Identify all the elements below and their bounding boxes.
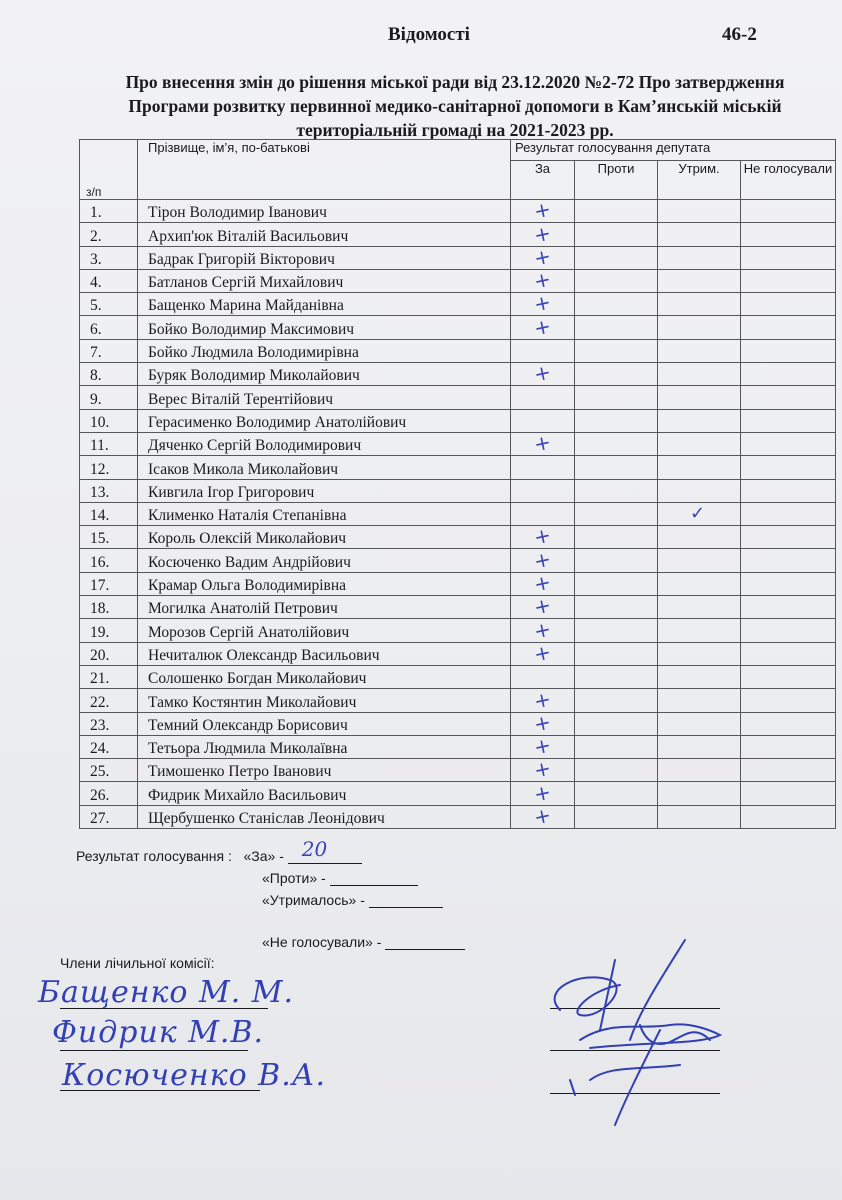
row-number: 25. xyxy=(80,759,138,782)
row-vote-abstain xyxy=(658,596,741,619)
row-vote-abstain xyxy=(658,223,741,246)
row-vote-for xyxy=(511,220,575,248)
row-name: Тимошенко Петро Іванович xyxy=(138,759,511,782)
vote-mark: + xyxy=(531,359,554,387)
row-number: 19. xyxy=(80,619,138,642)
abstain-mark: ✓ xyxy=(690,502,706,524)
row-name: Буряк Володимир Миколайович xyxy=(138,363,511,386)
table-row xyxy=(80,502,836,525)
row-vote-abstain xyxy=(658,479,741,502)
row-vote-against xyxy=(575,735,658,758)
row-vote-abstain xyxy=(658,456,741,479)
row-not-voted xyxy=(741,665,836,688)
row-name: Косюченко Вадим Андрійович xyxy=(138,549,511,572)
row-vote-abstain xyxy=(658,642,741,665)
table-row xyxy=(80,432,836,455)
row-vote-for xyxy=(511,409,575,432)
row-vote-abstain xyxy=(658,526,741,549)
row-vote-abstain xyxy=(658,689,741,712)
row-vote-against xyxy=(575,432,658,455)
row-vote-against xyxy=(575,293,658,316)
vote-mark: + xyxy=(531,592,554,620)
summary-not-voted-line xyxy=(385,935,465,950)
row-vote-against xyxy=(575,619,658,642)
row-number: 8. xyxy=(80,363,138,386)
row-vote-for xyxy=(511,755,575,783)
voting-table xyxy=(79,139,836,829)
row-number: 18. xyxy=(80,596,138,619)
row-number: 13. xyxy=(80,479,138,502)
vote-mark: + xyxy=(531,802,554,830)
row-number: 27. xyxy=(80,805,138,828)
summary-against xyxy=(262,870,418,886)
row-vote-against xyxy=(575,759,658,782)
row-vote-for xyxy=(511,522,575,550)
row-vote-for xyxy=(511,686,575,714)
commission-member-3: Косюченко В.А. xyxy=(62,1058,327,1093)
row-name: Клименко Наталія Степанівна xyxy=(138,502,511,525)
row-vote-abstain xyxy=(658,363,741,386)
row-name: Архип'юк Віталій Васильович xyxy=(138,223,511,246)
row-vote-abstain xyxy=(658,432,741,455)
header-abstain: Утрим. xyxy=(658,161,741,200)
row-vote-for xyxy=(511,359,575,387)
table-row xyxy=(80,386,836,409)
row-vote-against xyxy=(575,269,658,292)
summary-abstain-label: «Утрималось» - xyxy=(262,892,365,908)
row-number: 2. xyxy=(80,223,138,246)
row-vote-for xyxy=(511,313,575,341)
table-row xyxy=(80,456,836,479)
row-number: 7. xyxy=(80,339,138,362)
row-name: Бойко Людмила Володимирівна xyxy=(138,339,511,362)
table-row xyxy=(80,339,836,362)
row-not-voted xyxy=(741,572,836,595)
row-vote-against xyxy=(575,479,658,502)
row-name: Темний Олександр Борисович xyxy=(138,712,511,735)
row-not-voted xyxy=(741,363,836,386)
row-name: Щербушенко Станіслав Леонідович xyxy=(138,805,511,828)
summary-for-line xyxy=(288,837,362,864)
vote-mark: + xyxy=(531,616,554,644)
row-vote-for xyxy=(511,546,575,574)
row-vote-abstain xyxy=(658,572,741,595)
document-title: Відомості xyxy=(388,24,470,45)
row-vote-abstain xyxy=(658,293,741,316)
row-vote-abstain xyxy=(658,386,741,409)
row-vote-against xyxy=(575,316,658,339)
row-vote-for xyxy=(511,386,575,409)
vote-mark: + xyxy=(531,220,554,248)
row-not-voted xyxy=(741,596,836,619)
row-vote-for xyxy=(511,266,575,294)
table-row xyxy=(80,293,836,316)
row-vote-abstain xyxy=(658,339,741,362)
row-vote-against xyxy=(575,339,658,362)
row-number: 23. xyxy=(80,712,138,735)
row-not-voted xyxy=(741,479,836,502)
table-row xyxy=(80,223,836,246)
row-not-voted xyxy=(741,200,836,223)
header-number: з/п xyxy=(80,140,138,200)
row-number: 11. xyxy=(80,432,138,455)
row-vote-abstain xyxy=(658,502,741,525)
row-name: Могилка Анатолій Петрович xyxy=(138,596,511,619)
row-name: Бащенко Марина Майданівна xyxy=(138,293,511,316)
row-vote-for xyxy=(511,502,575,525)
summary-abstain-line xyxy=(369,893,443,908)
row-vote-abstain xyxy=(658,269,741,292)
row-vote-for xyxy=(511,479,575,502)
document-subject: Про внесення змін до рішення міської ради від 23.12.2020 №2-72 Про затвердження Програми розвитку первинної медико-санітарної допомоги в Кам’янській міській територіальній громаді на 2021-2023 рр. xyxy=(125,72,785,140)
row-vote-against xyxy=(575,805,658,828)
row-number: 21. xyxy=(80,665,138,688)
row-not-voted xyxy=(741,223,836,246)
row-vote-for xyxy=(511,779,575,807)
row-name: Бойко Володимир Максимович xyxy=(138,316,511,339)
vote-mark: + xyxy=(531,779,554,807)
row-number: 20. xyxy=(80,642,138,665)
row-number: 12. xyxy=(80,456,138,479)
row-not-voted xyxy=(741,712,836,735)
row-number: 26. xyxy=(80,782,138,805)
row-not-voted xyxy=(741,456,836,479)
header-name: Прізвище, ім’я, по-батькові xyxy=(138,140,511,200)
commission-member-1: Бащенко М. М. xyxy=(38,975,295,1010)
row-not-voted xyxy=(741,549,836,572)
row-vote-abstain xyxy=(658,805,741,828)
row-vote-for xyxy=(511,196,575,224)
row-not-voted xyxy=(741,269,836,292)
row-vote-against xyxy=(575,363,658,386)
row-vote-abstain xyxy=(658,549,741,572)
table-row xyxy=(80,782,836,805)
row-vote-abstain xyxy=(658,619,741,642)
document-number: 46-2 xyxy=(722,24,757,45)
table-row xyxy=(80,619,836,642)
vote-mark: + xyxy=(531,755,554,783)
row-number: 5. xyxy=(80,293,138,316)
row-vote-abstain xyxy=(658,712,741,735)
summary-for-label: «За» - xyxy=(243,848,284,864)
row-not-voted xyxy=(741,293,836,316)
vote-mark: + xyxy=(531,429,554,457)
commission-member-2: Фидрик М.В. xyxy=(52,1015,265,1050)
row-vote-against xyxy=(575,246,658,269)
table-row xyxy=(80,246,836,269)
row-not-voted xyxy=(741,386,836,409)
header-for: За xyxy=(511,161,575,200)
row-name: Нечиталюк Олександр Васильович xyxy=(138,642,511,665)
row-name: Герасименко Володимир Анатолійович xyxy=(138,409,511,432)
table-row xyxy=(80,735,836,758)
summary-abstain xyxy=(262,892,443,908)
signature-stroke xyxy=(590,1065,680,1080)
row-not-voted xyxy=(741,246,836,269)
row-vote-for xyxy=(511,243,575,271)
table-row xyxy=(80,363,836,386)
row-vote-against xyxy=(575,409,658,432)
vote-mark: + xyxy=(531,732,554,760)
row-vote-against xyxy=(575,642,658,665)
row-vote-abstain xyxy=(658,735,741,758)
row-vote-for xyxy=(511,569,575,597)
summary-for-value: 20 xyxy=(301,837,328,861)
row-name: Король Олексій Миколайович xyxy=(138,526,511,549)
row-vote-abstain xyxy=(658,409,741,432)
row-vote-for xyxy=(511,639,575,667)
summary-against-label: «Проти» - xyxy=(262,870,326,886)
vote-mark: + xyxy=(531,639,554,667)
row-vote-against xyxy=(575,689,658,712)
row-name: Морозов Сергій Анатолійович xyxy=(138,619,511,642)
row-vote-for xyxy=(511,665,575,688)
summary-not-voted xyxy=(262,934,465,950)
row-vote-abstain xyxy=(658,759,741,782)
table-row xyxy=(80,689,836,712)
row-name: Дяченко Сергій Володимирович xyxy=(138,432,511,455)
row-name: Тірон Володимир Іванович xyxy=(138,200,511,223)
row-name: Батланов Сергій Михайлович xyxy=(138,269,511,292)
row-vote-abstain xyxy=(658,200,741,223)
vote-mark: + xyxy=(531,709,554,737)
row-number: 15. xyxy=(80,526,138,549)
row-vote-against xyxy=(575,502,658,525)
row-vote-for xyxy=(511,616,575,644)
row-number: 16. xyxy=(80,549,138,572)
row-not-voted xyxy=(741,409,836,432)
row-vote-against xyxy=(575,200,658,223)
table-row xyxy=(80,409,836,432)
row-vote-for xyxy=(511,802,575,830)
vote-mark: + xyxy=(531,196,554,224)
table-row xyxy=(80,316,836,339)
signature-stroke xyxy=(600,960,615,1030)
row-number: 24. xyxy=(80,735,138,758)
row-not-voted xyxy=(741,316,836,339)
row-vote-against xyxy=(575,549,658,572)
vote-mark: + xyxy=(531,569,554,597)
row-not-voted xyxy=(741,339,836,362)
row-vote-against xyxy=(575,572,658,595)
row-number: 9. xyxy=(80,386,138,409)
table-row xyxy=(80,642,836,665)
table-row xyxy=(80,759,836,782)
row-vote-for xyxy=(511,290,575,317)
signature-stroke xyxy=(570,1080,575,1095)
row-vote-abstain xyxy=(658,665,741,688)
vote-mark: + xyxy=(531,546,554,574)
header-not-voted: Не голосували xyxy=(741,161,836,200)
table-row xyxy=(80,549,836,572)
header-result: Результат голосування депутата xyxy=(511,140,836,161)
row-number: 22. xyxy=(80,689,138,712)
row-name: Солошенко Богдан Миколайович xyxy=(138,665,511,688)
row-name: Бадрак Григорій Вікторович xyxy=(138,246,511,269)
row-number: 14. xyxy=(80,502,138,525)
row-not-voted xyxy=(741,782,836,805)
row-number: 6. xyxy=(80,316,138,339)
commission-line-2 xyxy=(60,1050,248,1051)
row-vote-against xyxy=(575,712,658,735)
row-vote-abstain xyxy=(658,246,741,269)
row-vote-against xyxy=(575,596,658,619)
vote-mark: + xyxy=(531,686,554,714)
table-row xyxy=(80,805,836,828)
row-name: Фидрик Михайло Васильович xyxy=(138,782,511,805)
row-name: Тетьора Людмила Миколаївна xyxy=(138,735,511,758)
row-vote-for xyxy=(511,709,575,737)
row-name: Ісаков Микола Миколайович xyxy=(138,456,511,479)
row-not-voted xyxy=(741,759,836,782)
row-not-voted xyxy=(741,502,836,525)
table-row xyxy=(80,269,836,292)
row-number: 1. xyxy=(80,200,138,223)
row-number: 10. xyxy=(80,409,138,432)
summary-against-line xyxy=(330,871,418,886)
row-not-voted xyxy=(741,432,836,455)
table-row xyxy=(80,665,836,688)
row-name: Кивгила Ігор Григорович xyxy=(138,479,511,502)
table-row xyxy=(80,479,836,502)
table-row xyxy=(80,572,836,595)
row-number: 17. xyxy=(80,572,138,595)
row-vote-against xyxy=(575,386,658,409)
row-vote-against xyxy=(575,456,658,479)
row-number: 3. xyxy=(80,246,138,269)
row-name: Крамар Ольга Володимирівна xyxy=(138,572,511,595)
row-vote-for xyxy=(511,732,575,760)
row-number: 4. xyxy=(80,269,138,292)
signatures-graphic xyxy=(520,930,750,1130)
row-vote-for xyxy=(511,429,575,457)
vote-mark: + xyxy=(531,313,554,341)
row-vote-for xyxy=(511,339,575,362)
row-vote-against xyxy=(575,223,658,246)
row-not-voted xyxy=(741,805,836,828)
row-vote-for xyxy=(511,456,575,479)
vote-mark: + xyxy=(531,290,554,317)
row-not-voted xyxy=(741,619,836,642)
summary-label: Результат голосування : xyxy=(76,848,232,864)
row-vote-against xyxy=(575,782,658,805)
row-name: Верес Віталій Терентійович xyxy=(138,386,511,409)
table-row xyxy=(80,200,836,223)
header-against: Проти xyxy=(575,161,658,200)
row-vote-for xyxy=(511,592,575,620)
row-not-voted xyxy=(741,526,836,549)
row-not-voted xyxy=(741,642,836,665)
summary-not-voted-label: «Не голосували» - xyxy=(262,934,382,950)
row-name: Тамко Костянтин Миколайович xyxy=(138,689,511,712)
row-vote-abstain xyxy=(658,316,741,339)
row-not-voted xyxy=(741,735,836,758)
vote-mark: + xyxy=(531,243,554,271)
table-row xyxy=(80,712,836,735)
table-row xyxy=(80,526,836,549)
row-vote-abstain xyxy=(658,782,741,805)
table-row xyxy=(80,596,836,619)
row-vote-against xyxy=(575,665,658,688)
row-not-voted xyxy=(741,689,836,712)
vote-mark: + xyxy=(531,522,554,550)
row-vote-against xyxy=(575,526,658,549)
commission-label: Члени лічильної комісії: xyxy=(60,955,215,971)
vote-mark: + xyxy=(531,266,554,294)
voting-table-body xyxy=(80,196,836,830)
summary-result xyxy=(76,837,362,864)
